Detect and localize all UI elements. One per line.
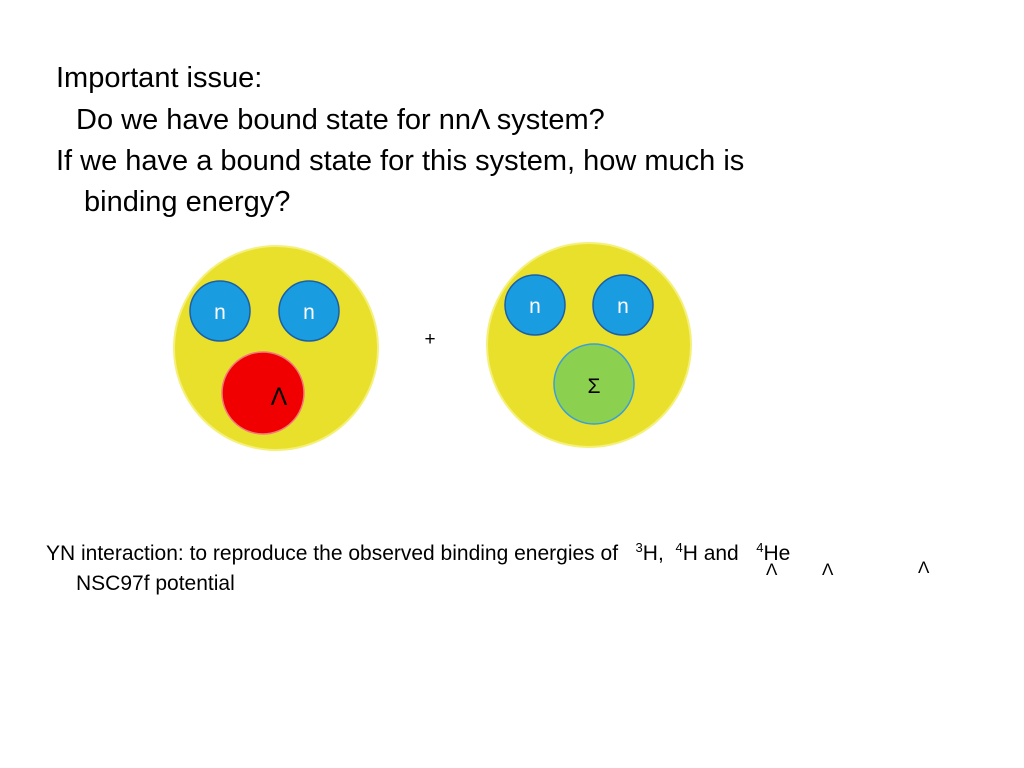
h4-lambda-subscript: Λ: [822, 560, 834, 579]
h3-lambda-subscript: Λ: [766, 560, 778, 579]
he4-mass-number: 4: [756, 540, 764, 555]
yn-interaction-note: [46, 540, 790, 566]
he4-lambda-subscript: Λ: [918, 558, 930, 577]
plus-operator: +: [424, 329, 436, 350]
lambda-label: Λ: [270, 383, 288, 411]
h3-mass-number: 3: [635, 540, 643, 555]
he4-symbol: He: [763, 542, 791, 565]
heading-line-3: If we have a bound state for this system, how much is: [56, 145, 745, 177]
h3-symbol: H,: [642, 542, 664, 565]
h4-symbol: H and: [682, 542, 739, 565]
heading-line-4: binding energy?: [84, 186, 291, 218]
h4-mass-number: 4: [675, 540, 683, 555]
yn-interaction-text: YN interaction: to reproduce the observed binding energies of: [46, 542, 619, 565]
heading-line-2: Do we have bound state for nnΛ system?: [76, 104, 605, 136]
heading-line-1: Important issue:: [56, 62, 263, 94]
right-neutron-1-label: n: [529, 295, 541, 318]
potential-name: NSC97f potential: [76, 572, 235, 595]
left-cluster: [174, 246, 378, 450]
left-neutron-2-label: n: [303, 301, 315, 324]
right-cluster: [487, 243, 691, 447]
right-neutron-2-label: n: [617, 295, 629, 318]
sigma-label: Σ: [587, 375, 601, 398]
left-neutron-1-label: n: [214, 301, 226, 324]
lambda-particle: [222, 352, 304, 434]
